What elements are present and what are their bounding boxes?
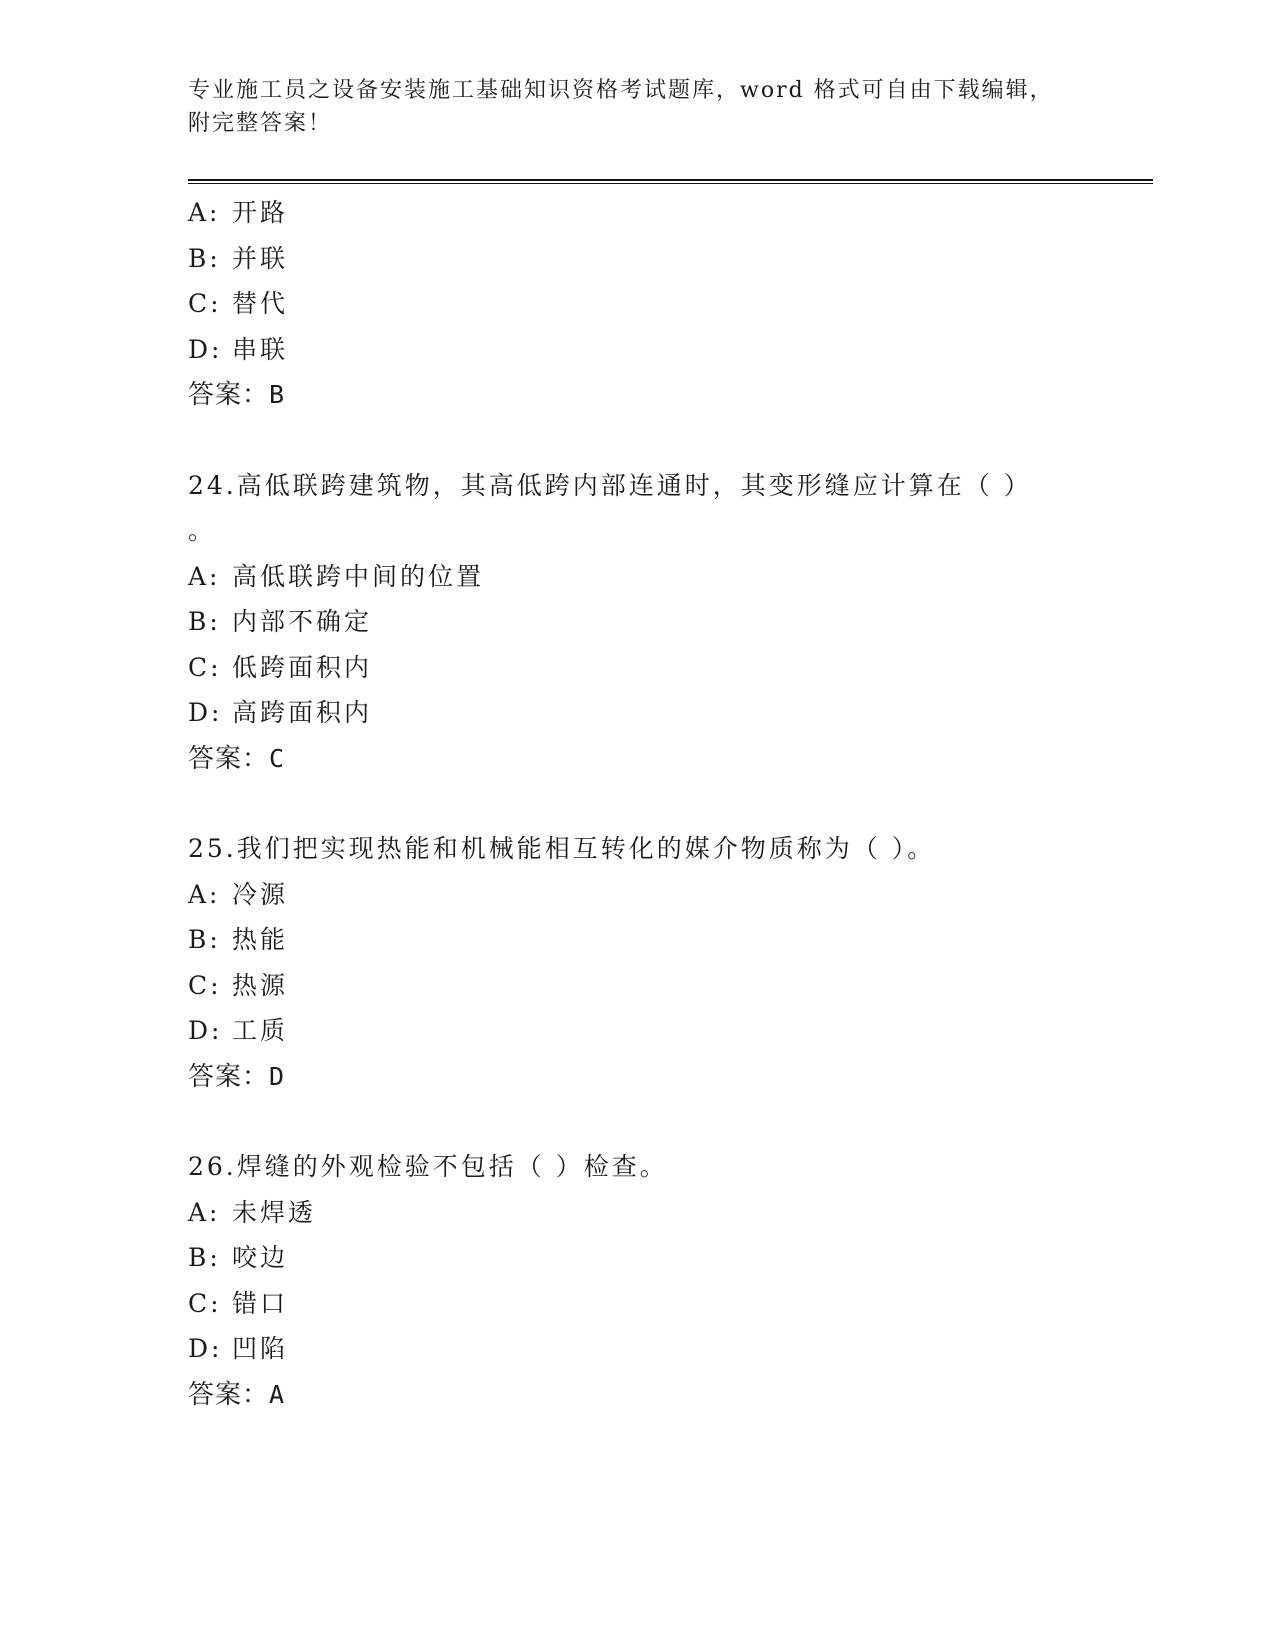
option-text: 热能 bbox=[232, 925, 289, 954]
option-letter: A: bbox=[188, 561, 221, 591]
option-c bbox=[188, 1281, 1088, 1327]
option-a bbox=[188, 190, 1088, 236]
answer-value: C bbox=[269, 743, 286, 773]
answer-label: 答案： bbox=[188, 380, 270, 410]
question-stem: 24.高低联跨建筑物，其高低跨内部连通时，其变形缝应计算在（ ） bbox=[188, 470, 1032, 500]
option-c bbox=[188, 281, 1088, 327]
option-b bbox=[188, 1235, 1088, 1281]
answer-label: 答案： bbox=[188, 743, 270, 774]
option-a bbox=[188, 554, 1088, 600]
option-b bbox=[188, 236, 1088, 282]
question-stem: 25.我们把实现热能和机械能相互转化的媒介物质称为（ ）。 bbox=[188, 834, 936, 863]
option-letter: D: bbox=[188, 334, 223, 364]
option-text: 内部不确定 bbox=[232, 607, 373, 636]
option-d bbox=[188, 690, 1088, 736]
question-block bbox=[188, 1144, 1088, 1417]
option-text: 冷源 bbox=[232, 879, 289, 909]
option-d bbox=[188, 1326, 1088, 1372]
header-line-2: 附完整答案！ bbox=[188, 111, 333, 136]
option-letter: D: bbox=[188, 698, 223, 727]
option-letter: D: bbox=[188, 1334, 223, 1363]
option-text: 串联 bbox=[232, 334, 289, 364]
header-line-1: 专业施工员之设备安装施工基础知识资格考试题库，word 格式可自由下载编辑， bbox=[188, 78, 1054, 103]
option-letter: C: bbox=[188, 970, 222, 1000]
option-a bbox=[188, 872, 1088, 918]
option-d bbox=[188, 327, 1088, 373]
answer-value: A bbox=[269, 1379, 286, 1409]
option-text: 错口 bbox=[232, 1288, 289, 1318]
answer-label: 答案： bbox=[188, 1379, 270, 1410]
spacer bbox=[188, 418, 1088, 463]
question-stem-continued: 。 bbox=[188, 516, 217, 545]
option-text: 工质 bbox=[232, 1016, 289, 1045]
option-b bbox=[188, 917, 1088, 963]
option-letter: A: bbox=[188, 198, 221, 227]
answer-line bbox=[188, 1372, 1088, 1418]
option-text: 热源 bbox=[232, 970, 289, 1000]
spacer bbox=[188, 781, 1088, 826]
question-block bbox=[188, 190, 1088, 418]
option-text: 替代 bbox=[232, 289, 289, 318]
option-text: 未焊透 bbox=[232, 1197, 317, 1227]
option-text: 高低联跨中间的位置 bbox=[232, 561, 485, 591]
answer-line bbox=[188, 372, 1088, 418]
option-letter: C: bbox=[188, 289, 222, 318]
option-letter: B: bbox=[188, 925, 221, 954]
option-letter: A: bbox=[188, 1197, 221, 1227]
option-text: 凹陷 bbox=[232, 1334, 289, 1363]
option-letter: C: bbox=[188, 652, 222, 682]
question-block bbox=[188, 463, 1088, 782]
option-b bbox=[188, 599, 1088, 645]
answer-value: D bbox=[269, 1061, 286, 1091]
option-a bbox=[188, 1190, 1088, 1236]
option-letter: B: bbox=[188, 1243, 221, 1272]
question-stem: 26.焊缝的外观检验不包括（ ）检查。 bbox=[188, 1152, 668, 1181]
option-letter: C: bbox=[188, 1288, 222, 1318]
answer-line bbox=[188, 1054, 1088, 1100]
option-c bbox=[188, 963, 1088, 1009]
answer-label: 答案： bbox=[188, 1061, 270, 1092]
option-text: 咬边 bbox=[232, 1243, 289, 1272]
option-letter: D: bbox=[188, 1016, 223, 1045]
option-d bbox=[188, 1008, 1088, 1054]
option-c bbox=[188, 645, 1088, 691]
header-divider bbox=[188, 179, 1153, 184]
option-text: 并联 bbox=[232, 243, 289, 273]
answer-line bbox=[188, 736, 1088, 782]
option-text: 高跨面积内 bbox=[232, 698, 373, 727]
answer-value: B bbox=[269, 380, 286, 409]
option-text: 低跨面积内 bbox=[232, 652, 373, 682]
document-header bbox=[188, 74, 1088, 140]
option-letter: B: bbox=[188, 607, 221, 636]
question-block bbox=[188, 826, 1088, 1099]
option-letter: B: bbox=[188, 243, 221, 273]
spacer bbox=[188, 1099, 1088, 1144]
question-list bbox=[188, 190, 1088, 1417]
option-text: 开路 bbox=[232, 198, 289, 227]
option-letter: A: bbox=[188, 879, 221, 909]
